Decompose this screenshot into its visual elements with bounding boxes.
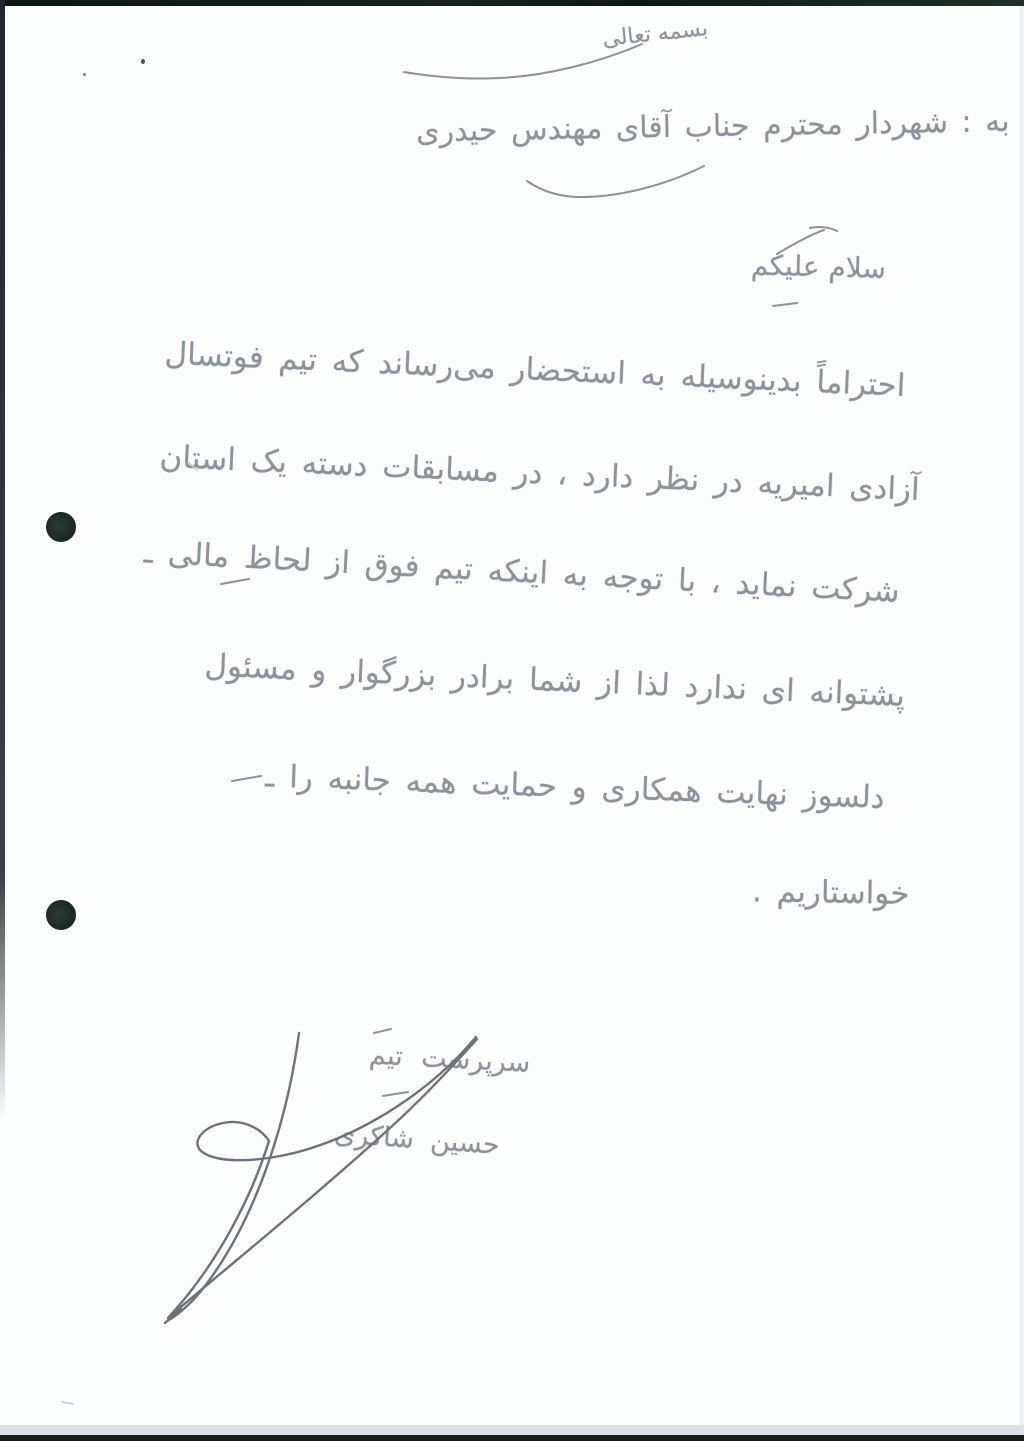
signature-name: حسین شاکری bbox=[333, 1118, 502, 1161]
line5-trailing-dash bbox=[232, 776, 261, 781]
bismillah-flourish bbox=[404, 44, 642, 79]
signature-stroke bbox=[165, 1033, 299, 1323]
signature-stroke bbox=[168, 1141, 269, 1318]
salutation-dash bbox=[773, 303, 797, 306]
body-line: شرکت نماید ، با توجه به اینکه تیم فوق از لحاظ مالی ـ bbox=[143, 534, 901, 610]
bismillah-header: بسمه تعالی bbox=[601, 16, 710, 52]
faint-scan-marks bbox=[62, 462, 197, 1404]
closing-line: خواستاریم . bbox=[752, 873, 911, 912]
body-line: پشتوانه ای ندارد لذا از شما برادر بزرگوار و مسئول bbox=[203, 647, 906, 714]
salutation-line: سلام علیکم bbox=[750, 248, 887, 285]
body-line: آزادی امیریه در نظر دارد ، در مسابقات دسته یک استان bbox=[159, 438, 921, 508]
signature-role: سرپرست تیم bbox=[368, 1039, 531, 1079]
addressee-line: به : شهردار محترم جناب آقای مهندس حیدری bbox=[416, 104, 1011, 150]
body-line: دلسوز نهایت همکاری و حمایت همه جانبه را ـ bbox=[265, 758, 886, 816]
body-line: احتراماً بدینوسیله به استحضار می‌رساند که تیم فوتسال bbox=[163, 335, 906, 404]
line3-trailing-dash bbox=[221, 579, 249, 584]
addressee-underline-flourish bbox=[527, 166, 704, 197]
signature-stroke bbox=[197, 1037, 476, 1160]
role-dashes bbox=[374, 1029, 408, 1096]
salutation-flourish bbox=[777, 227, 837, 254]
